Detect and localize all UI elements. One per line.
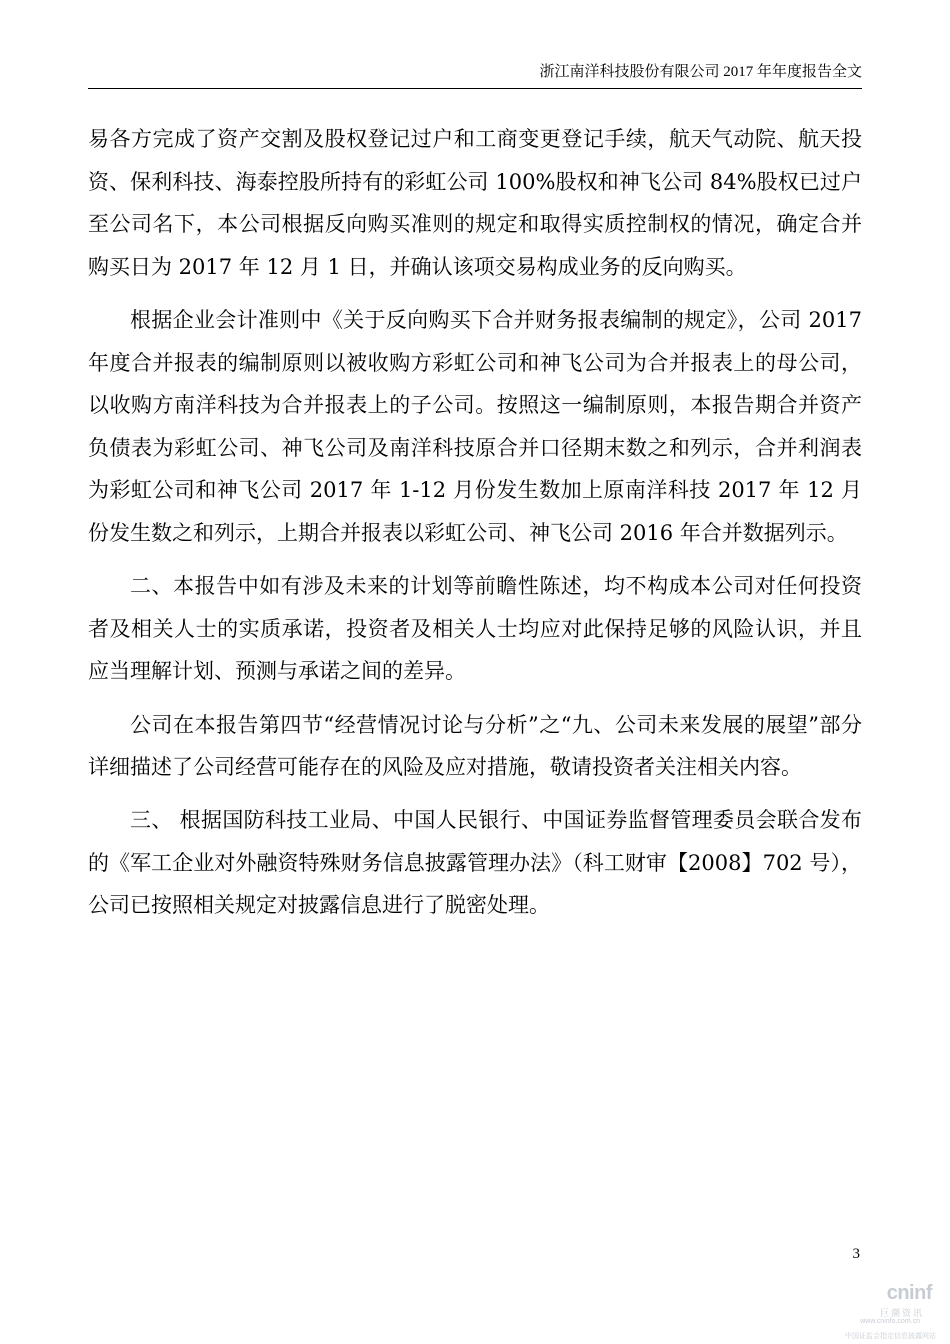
watermark-subtitle: 巨潮资讯 [879,1308,924,1318]
cninfo-watermark [846,1282,936,1340]
paragraph-risk-reference: 公司在本报告第四节“经营情况讨论与分析”之“九、公司未来发展的展望”部分详细描述了公司经营可能存在的风险及应对措施，敬请投资者关注相关内容。 [88,712,862,780]
watermark-url: www.cninfo.com.cn [860,1318,920,1325]
page-number: 3 [852,1246,860,1262]
paragraph-continued: 易各方完成了资产交割及股权登记过户和工商变更登记手续，航天气动院、航天投资、保利科技、海泰控股所持有的彩虹公司 100%股权和神飞公司 84%股权已过户至公司名下，本公司根据反向购买准则的规定和取得实质控制权的情况，确定合并购买日为 2017 年 12 月 1 日，并确认该项交易构成业务的反向购买。 [88,127,862,279]
paragraph-forward-looking-statement: 二、本报告中如有涉及未来的计划等前瞻性陈述，均不构成本公司对任何投资者及相关人士的实质承诺，投资者及相关人士均应对此保持足够的风险认识，并且应当理解计划、预测与承诺之间的差异。 [88,574,862,684]
document-header-title: 浙江南洋科技股份有限公司 2017 年年度报告全文 [539,64,862,80]
watermark-line: 中国证监会指定信息披露网站 [845,1333,936,1340]
watermark-logo: cninf [886,1282,932,1304]
paragraph-declassification: 三、 根据国防科技工业局、中国人民银行、中国证券监督管理委员会联合发布的《军工企业对外融资特殊财务信息披露管理办法》（科工财审【2008】702 号），公司已按照相关规定对披露信息进行了脱密处理。 [88,808,862,918]
header-rule [88,88,862,89]
paragraph-consolidation-principle: 根据企业会计准则中《关于反向购买下合并财务报表编制的规定》，公司 2017 年度合并报表的编制原则以被收购方彩虹公司和神飞公司为合并报表上的母公司，以收购方南洋科技为合并报表上的子公司。按照这一编制原则，本报告期合并资产负债表为彩虹公司、神飞公司及南洋科技原合并口径期末数之和列示，合并利润表为彩虹公司和神飞公司 2017 年 1-12 月份发生数加上原南洋科技 2017 年 12 月份发生数之和列示，上期合并报表以彩虹公司、神飞公司 2016 年合并数据列示。 [88,307,862,545]
document-body [88,118,862,927]
